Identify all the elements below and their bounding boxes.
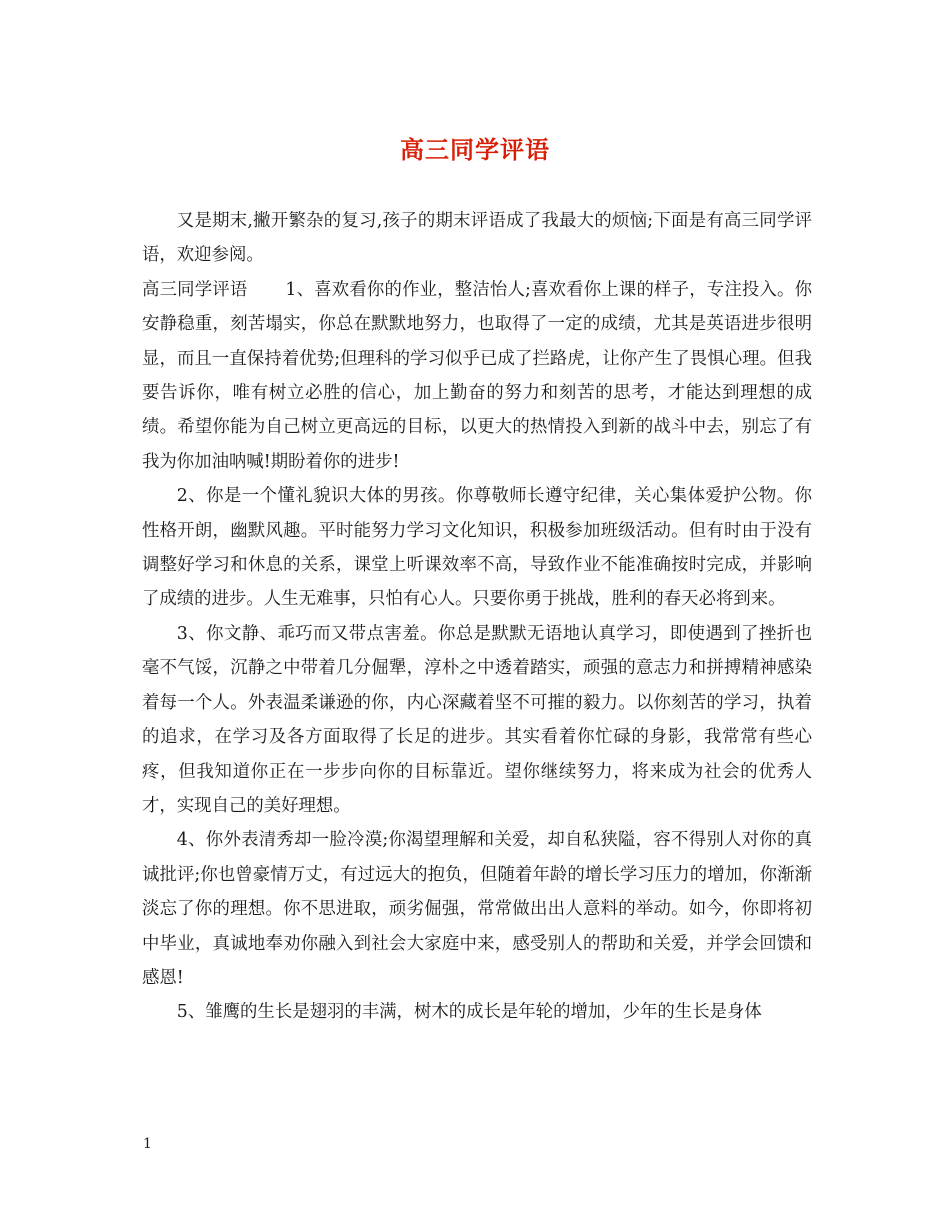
intro-paragraph: 又是期末,撇开繁杂的复习,孩子的期末评语成了我最大的烦恼;下面是有高三同学评语，欢迎参阅。	[142, 211, 812, 266]
section-label: 高三同学评语	[142, 279, 248, 300]
page-number: 1	[143, 1136, 152, 1152]
page-title: 高三同学评语	[400, 135, 550, 164]
document-body	[142, 204, 812, 1030]
comment-paragraph-3: 3、你文静、乖巧而又带点害羞。你总是默默无语地认真学习，即使遇到了挫折也毫不气馁，沉静之中带着几分倔犟，淳朴之中透着踏实，顽强的意志力和拼搏精神感染着每一个人。外表温柔谦逊的你，内心深藏着坚不可摧的毅力。以你刻苦的学习，执着的追求，在学习及各方面取得了长足的进步。其实看着你忙碌的身影，我常常有些心疼，但我知道你正在一步步向你的目标靠近。望你继续努力，将来成为社会的优秀人才，实现自己的美好理想。	[142, 623, 812, 816]
comment-paragraph-5: 5、雏鹰的生长是翅羽的丰满，树木的成长是年轮的增加，少年的生长是身体	[176, 1002, 762, 1023]
comment-paragraph-1	[142, 273, 812, 479]
comment-paragraph-2: 2、你是一个懂礼貌识大体的男孩。你尊敬师长遵守纪律，关心集体爱护公物。你性格开朗，幽默风趣。平时能努力学习文化知识，积极参加班级活动。但有时由于没有调整好学习和休息的关系，课堂上听课效率不高，导致作业不能准确按时完成，并影响了成绩的进步。人生无难事，只怕有心人。只要你勇于挑战，胜利的春天必将到来。	[142, 486, 812, 610]
comment-paragraph-4: 4、你外表清秀却一脸冷漠;你渴望理解和关爱，却自私狭隘，容不得别人对你的真诚批评;你也曾豪情万丈，有过远大的抱负，但随着年龄的增长学习压力的增加，你渐渐淡忘了你的理想。你不思进取，顽劣倔强，常常做出出人意料的举动。如今，你即将初中毕业，真诚地奉劝你融入到社会大家庭中来，感受别人的帮助和关爱，并学会回馈和感恩!	[142, 830, 812, 988]
comment-text-1: 1、喜欢看你的作业，整洁怡人;喜欢看你上课的样子，专注投入。你安静稳重，刻苦塌实，你总在默默地努力，也取得了一定的成绩，尤其是英语进步很明显，而且一直保持着优势;但理科的学习似乎已成了拦路虎，让你产生了畏惧心理。但我要告诉你，唯有树立必胜的信心，加上勤奋的努力和刻苦的思考，才能达到理想的成绩。希望你能为自己树立更高远的目标，以更大的热情投入到新的战斗中去，别忘了有我为你加油呐喊!期盼着你的进步!	[142, 279, 812, 472]
